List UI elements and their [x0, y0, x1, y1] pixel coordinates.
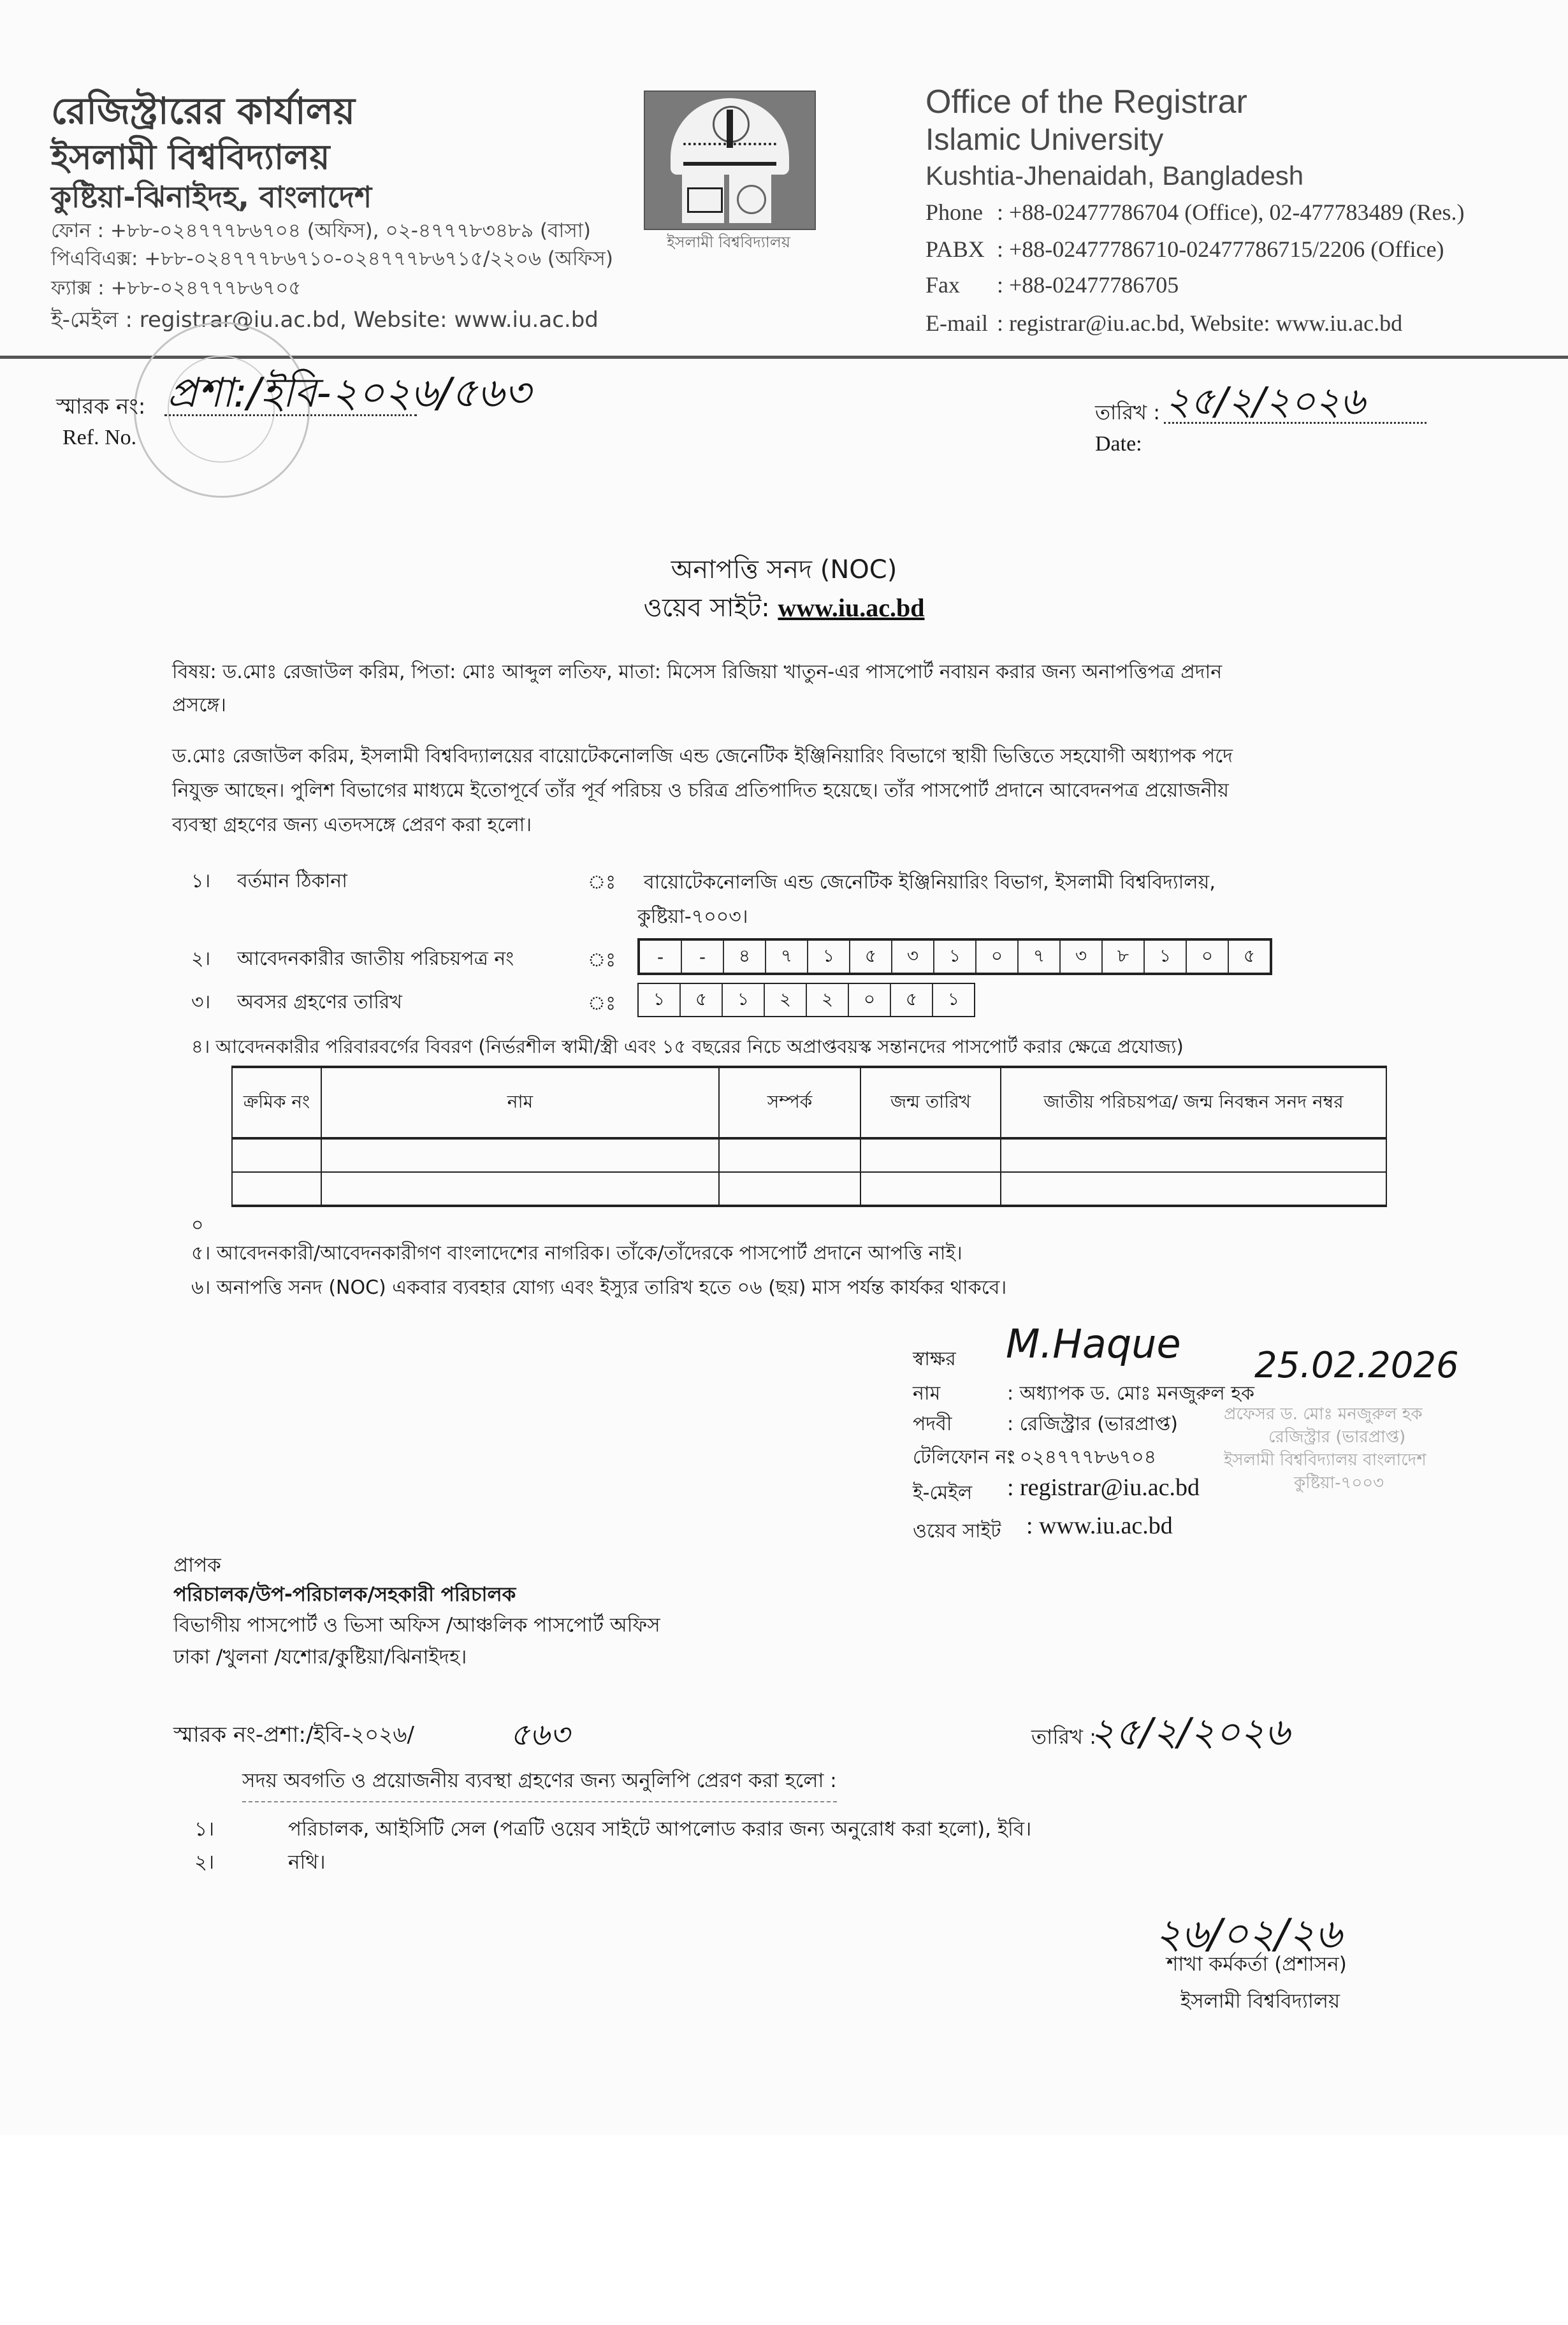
ref-label-en: Ref. No. [62, 426, 137, 449]
web-label: ওয়েব সাইট [913, 1520, 1001, 1542]
table-cell[interactable] [232, 1172, 321, 1206]
logo-caption: ইসলামী বিশ্ববিদ্যালয় [667, 233, 790, 251]
letterhead-location-en: Kushtia-Jhenaidah, Bangladesh [926, 161, 1304, 191]
body-line-2: নিযুক্ত আছেন। পুলিশ বিভাগের মাধ্যমে ইতোপূর্বে তাঁর পূর্ব পরিচয় ও চরিত্র প্রতিপাদিত হয়েছে। তাঁর পাসপোর্ট প্রদানে আবেদনপত্র প্রয়োজনীয় [172, 779, 1229, 802]
item-4-after-mark: ০ [191, 1214, 204, 1236]
retirement-digit-cell: ৫ [891, 984, 933, 1016]
contact-label: Fax [926, 272, 960, 298]
item-6-validity: ৬। অনাপত্তি সনদ (NOC) একবার ব্যবহার যোগ্য এবং ইস্যুর তারিখ হতে ০৬ (ছয়) মাস পর্যন্ত কার্যকর থাকবে। [191, 1277, 1007, 1299]
column-nid-birth-reg: জাতীয় পরিচয়পত্র/ জন্ম নিবন্ধন সনদ নম্বর [1001, 1067, 1386, 1138]
body-line-1: ড.মোঃ রেজাউল করিম, ইসলামী বিশ্ববিদ্যালয়ের বায়োটেকনোলজি এন্ড জেনেটিক ইঞ্জিনিয়ারিং বিভাগে স্থায়ী ভিত্তিতে সহযোগী অধ্যাপক পদে [172, 745, 1233, 767]
letterhead-pabx-bn: পিএবিএক্স: +৮৮-০২৪৭৭৭৮৬৭১০-০২৪৭৭৭৮৬৭১৫/২২০৬ (অফিস) [51, 247, 613, 270]
nid-digit-cell: ৫ [1243, 945, 1256, 966]
nid-digit-cell: - [682, 941, 724, 973]
item-3-label: অবসর গ্রহণের তারিখ [237, 991, 402, 1013]
item-2-number: ২। [191, 948, 211, 970]
item-5-citizen: ৫। আবেদনকারী/আবেদনকারীগণ বাংলাদেশের নাগরিক। তাঁকে/তাঁদেরকে পাসপোর্ট প্রদানে আপত্তি নাই। [191, 1242, 962, 1264]
signatory-name: : অধ্যাপক ড. মোঃ মনজুরুল হক [1007, 1382, 1255, 1405]
nid-digit-cell: ১ [1145, 941, 1187, 973]
item-1-colon: ঃ [588, 871, 616, 894]
nid-digit-cell: ১ [808, 941, 850, 973]
stamp-line-3: ইসলামী বিশ্ববিদ্যালয় বাংলাদেশ [1224, 1451, 1426, 1470]
letterhead-fax-bn: ফ্যাক্স : +৮৮-০২৪৭৭৭৮৬৭০৫ [51, 277, 301, 300]
recipient-label: প্রাপক [173, 1554, 221, 1577]
registrar-signature: M.Haque [1006, 1321, 1181, 1367]
table-row [232, 1138, 1386, 1172]
item-3-number: ৩। [191, 991, 211, 1013]
logo-calligraphy-icon [683, 143, 776, 166]
nid-digit-cell: ৫ [850, 941, 892, 973]
item-1-label: বর্তমান ঠিকানা [237, 870, 347, 892]
table-cell[interactable] [321, 1172, 719, 1206]
nid-digit-cell: ০ [976, 941, 1019, 973]
stamp-line-4: কুষ্টিয়া-৭০০৩ [1294, 1474, 1384, 1493]
date-handwritten: ২৫/২/২০২৬ [1165, 379, 1365, 424]
table-header-row [232, 1067, 1386, 1138]
recipient-line-3: ঢাকা /খুলনা /যশোর/কুষ্টিয়া/ঝিনাইদহ। [173, 1646, 467, 1669]
recipient-line-1: পরিচালক/উপ-পরিচালক/সহকারী পরিচালক [173, 1583, 516, 1606]
table-cell[interactable] [719, 1138, 860, 1172]
nid-digit-cell: ৭ [766, 941, 808, 973]
nid-digit-cell: - [640, 941, 682, 973]
column-serial: ক্রমিক নং [232, 1067, 321, 1138]
recipient-line-2: বিভাগীয় পাসপোর্ট ও ভিসা অফিস /আঞ্চলিক পাসপোর্ট অফিস [173, 1614, 660, 1637]
retirement-digit-cell: ১ [639, 984, 681, 1016]
table-cell[interactable] [1001, 1138, 1386, 1172]
copy-item-2-number: ২। [194, 1851, 215, 1874]
table-cell[interactable] [321, 1138, 719, 1172]
letterhead-fax-en [926, 272, 1179, 298]
section-officer-org: ইসলামী বিশ্ববিদ্যালয় [1180, 1990, 1340, 2013]
retirement-digit-cell: ১ [723, 984, 765, 1016]
contact-value: : +88-02477786710-02477786715/2206 (Office) [997, 236, 1444, 262]
website-link[interactable]: www.iu.ac.bd [778, 593, 925, 622]
copy-memo-handwritten: ৫৬৩ [510, 1717, 570, 1753]
name-label: নাম [913, 1382, 941, 1405]
copy-date-handwritten: ২৫/২/২০২৬ [1090, 1710, 1290, 1755]
contact-value: : registrar@iu.ac.bd, Website: www.iu.ac.bd [997, 310, 1403, 336]
registrar-signature-date: 25.02.2026 [1254, 1345, 1459, 1386]
letterhead-phone-bn: ফোন : +৮৮-০২৪৭৭৭৮৬৭০৪ (অফিস), ০২-৪৭৭৭৮৩৪৮৯ (বাসা) [51, 219, 591, 242]
ref-label-bn: স্মারক নং: [56, 394, 146, 419]
copy-date-label: তারিখ : [1031, 1725, 1097, 1749]
item-4-heading: ৪। আবেদনকারীর পরিবারবর্গের বিবরণ (নির্ভরশীল স্বামী/স্ত্রী এবং ১৫ বছরের নিচে অপ্রাপ্তবয়স্ক সন্তানদের পাসপোর্ট করার ক্ষেত্রে প্রযোজ্য) [191, 1036, 1184, 1057]
item-2-colon: ঃ [588, 949, 616, 971]
nid-digit-cell: ৮ [1103, 941, 1145, 973]
signatory-designation: : রেজিস্ট্রার (ভারপ্রাপ্ত) [1007, 1413, 1178, 1435]
copy-memo-label: স্মারক নং-প্রশা:/ইবি-২০২৬/ [173, 1722, 414, 1748]
signature-label: স্বাক্ষর [913, 1348, 956, 1370]
contact-value: : +88-02477786704 (Office), 02-477783489 (Res.) [997, 199, 1465, 225]
item-3-colon: ঃ [588, 992, 616, 1015]
signatory-email: : registrar@iu.ac.bd [1007, 1474, 1200, 1501]
signatory-phone: : ০২৪৭৭৭৮৬৭০৪ [1007, 1446, 1157, 1468]
address-line-1: বায়োটেকনোলজি এন্ড জেনেটিক ইঞ্জিনিয়ারিং বিভাগ, ইসলামী বিশ্ববিদ্যালয়, [644, 871, 1216, 894]
body-line-3: ব্যবস্থা গ্রহণের জন্য এতদসঙ্গে প্রেরণ করা হলো। [172, 814, 532, 836]
stamp-line-1: প্রফেসর ড. মোঃ মনজুরুল হক [1224, 1405, 1423, 1424]
column-relation: সম্পর্ক [719, 1067, 860, 1138]
letterhead-email-en [926, 310, 1402, 337]
item-2-label: আবেদনকারীর জাতীয় পরিচয়পত্র নং [237, 948, 514, 970]
atom-icon [737, 185, 766, 214]
nid-digit-cell: ৩ [892, 941, 934, 973]
subject-line-2: প্রসঙ্গে। [172, 694, 226, 716]
nid-digit-cell: ১ [934, 941, 976, 973]
subject-line-1: বিষয়: ড.মোঃ রেজাউল করিম, পিতা: মোঃ আব্দুল লতিফ, মাতা: মিসেস রিজিয়া খাতুন-এর পাসপোর্ট নবায়ন করার জন্য অনাপত্তিপত্র প্রদান [172, 661, 1223, 683]
retirement-digit-cell: ০ [849, 984, 891, 1016]
university-logo [644, 91, 816, 230]
copy-item-2-text: নথি। [288, 1851, 326, 1874]
retirement-digit-cell: ৫ [681, 984, 723, 1016]
letterhead-phone-en [926, 199, 1465, 226]
date-label-bn: তারিখ : [1095, 400, 1161, 424]
document-title: অনাপত্তি সনদ (NOC) [671, 555, 897, 584]
website-label: ওয়েব সাইট: [643, 593, 770, 623]
table-row [232, 1172, 1386, 1206]
retirement-date-boxes [637, 983, 975, 1017]
nid-number-boxes [637, 938, 1272, 975]
logo-minaret-icon [727, 110, 733, 148]
contact-label: Phone [926, 199, 983, 225]
letterhead-office-en: Office of the Registrar [926, 83, 1247, 120]
nid-digit-cell: ০ [1187, 941, 1229, 973]
stamp-line-2: রেজিস্ট্রার (ভারপ্রাপ্ত) [1268, 1428, 1406, 1447]
retirement-digit-cell: ২ [765, 984, 807, 1016]
copy-intro: সদয় অবগতি ও প্রয়োজনীয় ব্যবস্থা গ্রহণের জন্য অনুলিপি প্রেরণ করা হলো : [242, 1765, 837, 1802]
ref-number-handwritten: প্রশা:/ইবি-২০২৬/৫৬৩ [167, 370, 531, 417]
letterhead-pabx-en [926, 236, 1444, 263]
nid-digit-cell: ৭ [1019, 941, 1061, 973]
email-label: ই-মেইল [913, 1482, 973, 1504]
section-officer-signature: ২৬/০২/২৬ [1155, 1911, 1342, 1958]
table-cell[interactable] [860, 1138, 1001, 1172]
retirement-digit-cell: ২ [807, 984, 849, 1016]
copy-item-1-number: ১। [194, 1818, 215, 1841]
date-label-en: Date: [1095, 432, 1142, 456]
item-1-number: ১। [191, 870, 211, 892]
letterhead-location-bn: কুষ্টিয়া-ঝিনাইদহ, বাংলাদেশ [51, 180, 372, 214]
designation-label: পদবী [913, 1413, 952, 1435]
contact-label: PABX [926, 236, 985, 262]
table-cell[interactable] [719, 1172, 860, 1206]
contact-value: : +88-02477786705 [997, 272, 1179, 298]
contact-label: E-mail [926, 310, 988, 336]
address-line-2: কুষ্টিয়া-৭০০৩। [637, 906, 748, 928]
column-birth-date: জন্ম তারিখ [860, 1067, 1001, 1138]
retirement-digit-cell: ১ [947, 988, 960, 1010]
open-book-icon [687, 187, 723, 213]
logo-dome-icon [671, 98, 789, 175]
letterhead-email-bn: ই-মেইল : registrar@iu.ac.bd, Website: www.iu.ac.bd [51, 307, 599, 333]
letterhead-university-bn: ইসলামী বিশ্ববিদ্যালয় [51, 137, 330, 177]
phone-label: টেলিফোন নং [913, 1446, 1015, 1468]
signatory-website: : www.iu.ac.bd [1026, 1512, 1173, 1539]
table-cell[interactable] [1001, 1172, 1386, 1206]
copy-item-1-text: পরিচালক, আইসিটি সেল (পত্রটি ওয়েব সাইটে আপলোড করার জন্য অনুরোধ করা হলো), ইবি। [288, 1818, 1032, 1841]
nid-digit-cell: ৪ [724, 941, 766, 973]
letterhead-office-bn: রেজিস্ট্রারের কার্যালয় [51, 89, 356, 133]
title-website [0, 588, 1568, 630]
letterhead-university-en: Islamic University [926, 123, 1164, 157]
column-name: নাম [321, 1067, 719, 1138]
table-cell[interactable] [232, 1138, 321, 1172]
table-cell[interactable] [860, 1172, 1001, 1206]
family-members-table [231, 1066, 1387, 1207]
section-officer-title: শাখা কর্মকর্তা (প্রশাসন) [1166, 1953, 1347, 1976]
nid-digit-cell: ৩ [1061, 941, 1103, 973]
